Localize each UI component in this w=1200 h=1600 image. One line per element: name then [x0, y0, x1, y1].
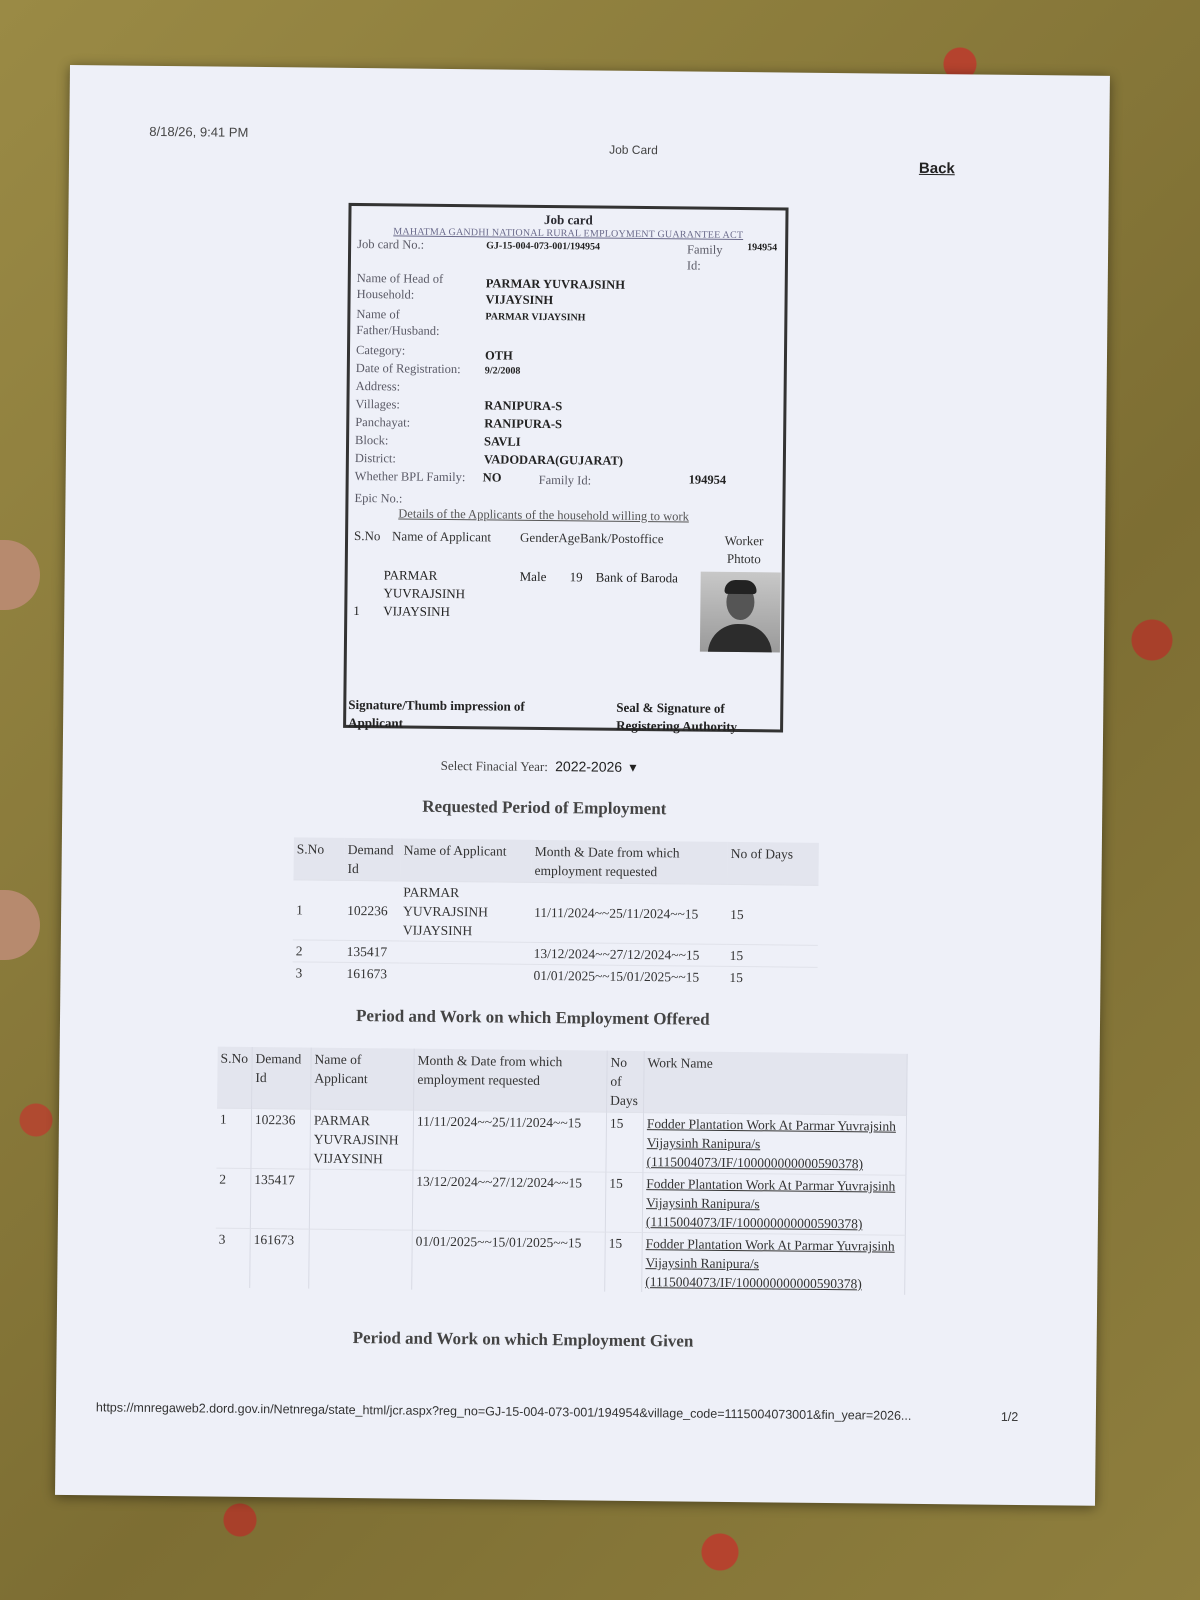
signature-authority: Seal & Signature of Registering Authority	[616, 699, 738, 735]
req-head-period: Month & Date from which employment requested	[531, 840, 727, 885]
req-demand: 102236	[344, 880, 401, 941]
off-head-days: No of Days	[607, 1051, 645, 1113]
villages-label: Villages:	[355, 397, 400, 412]
offered-table	[215, 1047, 907, 1295]
table-row	[215, 1228, 905, 1295]
requested-title: Requested Period of Employment	[422, 796, 667, 819]
block-label: Block:	[355, 433, 389, 448]
applicant-name-line2: YUVRAJSINH	[383, 585, 466, 602]
applicant-name-line3: VIJAYSINH	[383, 603, 451, 620]
off-name	[309, 1229, 413, 1290]
off-sno: 1	[216, 1108, 251, 1168]
address-label: Address:	[355, 379, 401, 394]
head-label: Name of Head of Household:	[356, 271, 444, 302]
app-head-sno: S.No	[354, 528, 381, 544]
off-head-name: Name of Applicant	[311, 1048, 415, 1111]
signature-applicant: Signature/Thumb impression of Applicant	[348, 696, 525, 731]
req-days: 15	[726, 966, 817, 988]
req-name	[400, 941, 531, 964]
table-row	[216, 1168, 906, 1235]
worker-photo	[700, 572, 781, 653]
head-name: PARMAR YUVRAJSINH VIJAYSINH	[485, 276, 626, 308]
print-title: Job Card	[609, 142, 658, 158]
printed-page	[55, 65, 1110, 1506]
given-title: Period and Work on which Employment Given	[352, 1328, 694, 1351]
reg-date: 9/2/2008	[484, 365, 521, 377]
epic-label: Epic No.:	[354, 491, 403, 506]
off-head-sno: S.No	[217, 1047, 252, 1109]
bpl-family-id: 194954	[688, 472, 727, 487]
off-head-demand: Demand Id	[252, 1047, 312, 1109]
off-sno: 3	[215, 1228, 250, 1288]
offered-title: Period and Work on which Employment Offered	[355, 1006, 710, 1029]
bpl-family-id-label: Family Id:	[538, 472, 592, 488]
financial-year-label: Select Finacial Year:	[440, 757, 548, 775]
requested-table	[292, 837, 819, 988]
app-head-gender-age-bank: GenderAgeBank/Postoffice	[520, 529, 664, 547]
req-sno: 2	[293, 940, 344, 963]
off-days: 15	[605, 1172, 643, 1232]
father-name: PARMAR VIJAYSINH	[485, 311, 586, 324]
off-period: 01/01/2025~~15/01/2025~~15	[412, 1230, 606, 1292]
applicant-age: 19	[569, 569, 583, 585]
table-row	[292, 962, 817, 989]
card-act: MAHATMA GANDHI NATIONAL RURAL EMPLOYMENT GUARANTEE ACT	[393, 226, 744, 242]
villages: RANIPURA-S	[484, 398, 563, 414]
off-period: 11/11/2024~~25/11/2024~~15	[413, 1110, 607, 1172]
req-days: 15	[727, 944, 818, 967]
off-head-period: Month & Date from which employment requested	[414, 1049, 608, 1113]
finger	[0, 890, 40, 960]
req-head-sno: S.No	[293, 837, 344, 880]
footer-page-number: 1/2	[1000, 1409, 1019, 1425]
family-id-label: Family Id:	[686, 242, 723, 273]
category-label: Category:	[355, 343, 406, 358]
job-card-no-label: Job card No.:	[357, 237, 425, 252]
financial-year-select[interactable]	[441, 757, 637, 776]
req-period: 13/12/2024~~27/12/2024~~15	[531, 942, 727, 966]
table-row	[216, 1108, 906, 1175]
req-period: 01/01/2025~~15/01/2025~~15	[530, 964, 726, 988]
back-link[interactable]: Back	[918, 159, 955, 178]
finger	[0, 540, 40, 610]
family-id: 194954	[747, 242, 778, 254]
req-period: 11/11/2024~~25/11/2024~~15	[531, 882, 728, 944]
card-title: Job card	[543, 211, 593, 228]
photo-body	[708, 624, 772, 653]
app-head-name: Name of Applicant	[392, 528, 492, 545]
print-date: 8/18/26, 9:41 PM	[149, 123, 249, 140]
panchayat-label: Panchayat:	[355, 415, 411, 430]
photo-hair	[724, 580, 756, 594]
bpl-label: Whether BPL Family:	[354, 469, 466, 485]
req-name	[399, 963, 530, 986]
table-row	[293, 880, 819, 945]
panchayat: RANIPURA-S	[484, 416, 563, 432]
req-days: 15	[727, 884, 819, 945]
req-head-name: Name of Applicant	[400, 839, 531, 883]
district-label: District:	[354, 451, 396, 466]
footer-url: https://mnregaweb2.dord.gov.in/Netnrega/state_html/jcr.aspx?reg_no=GJ-15-004-073-001/194954&village_code=1115004073001&fin_year=2026...	[95, 1400, 912, 1423]
req-head-demand: Demand Id	[344, 838, 400, 881]
chevron-down-icon: ▾	[629, 758, 637, 775]
app-head-photo: Worker Phtoto	[724, 532, 764, 567]
bpl-value: NO	[482, 470, 502, 485]
district: VADODARA(GUJARAT)	[483, 452, 624, 468]
off-days: 15	[606, 1112, 644, 1172]
applicant-bank: Bank of Baroda	[595, 569, 679, 586]
off-work-link[interactable]: Fodder Plantation Work At Parmar Yuvrajsinh Vijaysinh Ranipura/s (1115004073/IF/100000000000590378)	[643, 1113, 907, 1176]
off-days: 15	[605, 1232, 643, 1292]
off-demand: 102236	[251, 1108, 311, 1169]
off-work-link[interactable]: Fodder Plantation Work At Parmar Yuvrajsinh Vijaysinh Ranipura/s (1115004073/IF/100000000000590378)	[642, 1233, 906, 1295]
off-head-work: Work Name	[644, 1051, 908, 1115]
financial-year-value[interactable]: 2022-2026	[555, 758, 623, 775]
job-card	[343, 203, 788, 733]
req-demand: 135417	[344, 940, 400, 963]
applicant-gender: Male	[519, 568, 547, 585]
applicant-sno: 1	[353, 602, 360, 619]
block: SAVLI	[484, 434, 521, 449]
off-sno: 2	[216, 1168, 251, 1228]
reg-date-label: Date of Registration:	[355, 361, 461, 377]
off-demand: 135417	[250, 1168, 310, 1229]
req-name: PARMAR YUVRAJSINH VIJAYSINH	[400, 881, 532, 942]
details-heading: Details of the Applicants of the household willing to work	[398, 506, 689, 524]
applicant-name-line1: PARMAR	[383, 567, 438, 583]
off-demand: 161673	[250, 1228, 310, 1288]
category: OTH	[484, 348, 513, 363]
off-name: PARMAR YUVRAJSINH VIJAYSINH	[310, 1109, 414, 1170]
off-period: 13/12/2024~~27/12/2024~~15	[412, 1170, 606, 1232]
off-name	[309, 1169, 413, 1230]
off-work-link[interactable]: Fodder Plantation Work At Parmar Yuvrajsinh Vijaysinh Ranipura/s (1115004073/IF/100000000000590378)	[642, 1173, 906, 1236]
req-demand: 161673	[343, 962, 399, 984]
job-card-no: GJ-15-004-073-001/194954	[486, 240, 601, 253]
father-label: Name of Father/Husband:	[356, 307, 440, 338]
req-sno: 1	[293, 880, 345, 941]
req-head-days: No of Days	[727, 842, 818, 885]
req-sno: 3	[292, 962, 343, 984]
